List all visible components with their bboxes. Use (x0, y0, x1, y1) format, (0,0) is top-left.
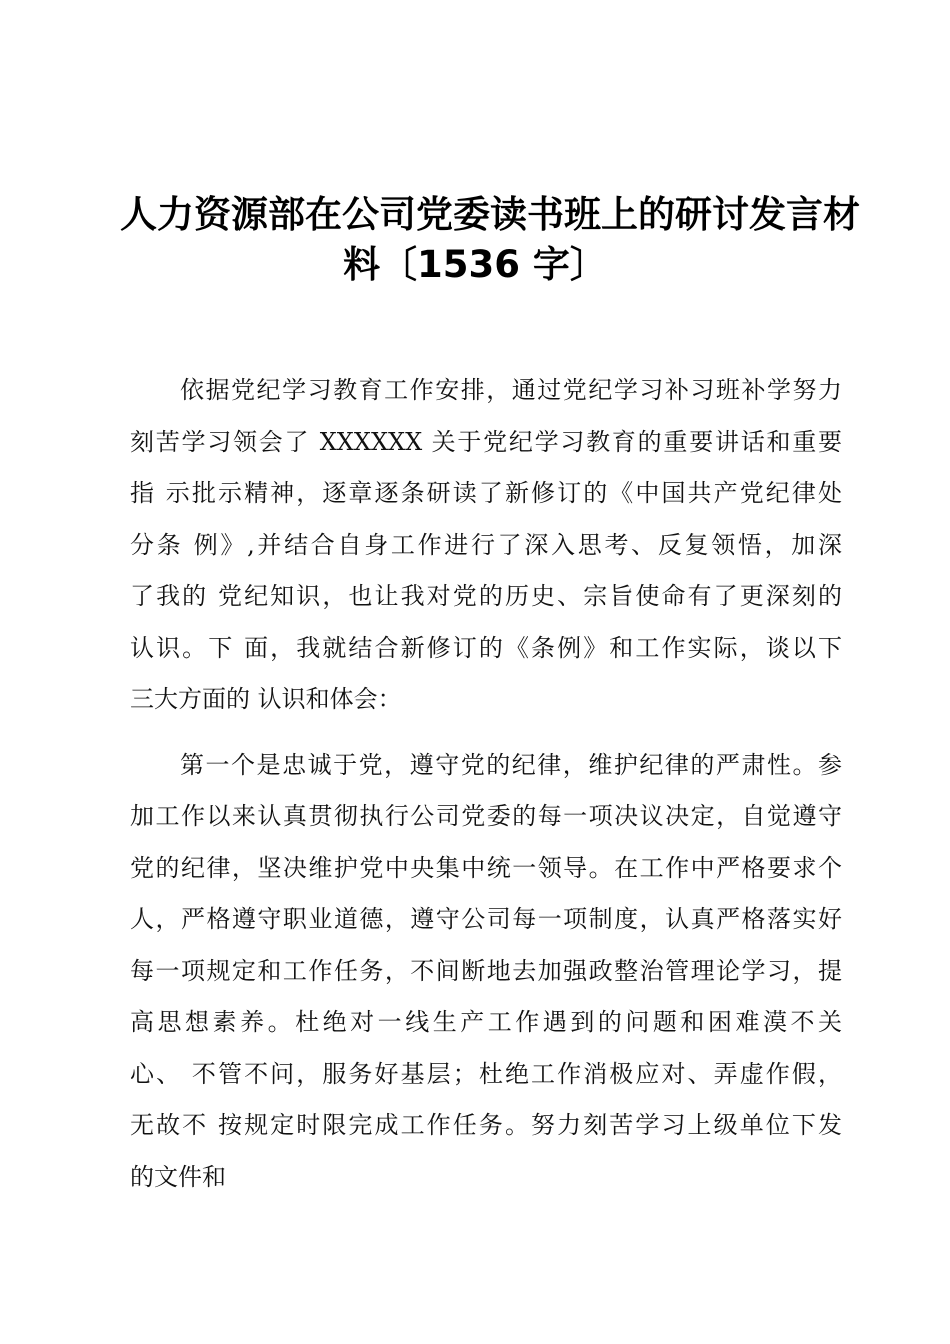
document-title (120, 190, 860, 290)
text-line: 了我的 党纪知识，也让我对党的历史、宗旨使命有了更深刻的 (130, 582, 842, 610)
paragraph (130, 365, 842, 726)
text-line: 党的纪律，坚决维护党中央集中统一领导。在工作中严格要求个 (130, 853, 842, 882)
text-line: 人，严格遵守职业道德，遵守公司每一项制度，认真严格落实好 (130, 905, 842, 933)
text-line: 三大方面的 认识和体会： (130, 685, 402, 713)
text-line: 刻苦学习领会了 XXXXXX 关于党纪学习教育的重要讲话和重要 (130, 427, 842, 456)
text-line: 心、 不管不问，服务好基层；杜绝工作消极应对、弄虚作假， (130, 1059, 842, 1088)
text-line: 依据党纪学习教育工作安排，通过党纪学习补习班补学努力 (180, 376, 842, 404)
document-body (130, 365, 842, 1203)
text-line: 分条 例》,并结合自身工作进行了深入思考、反复领悟，加深 (130, 530, 842, 559)
text-line: 高思想素养。杜绝对一线生产工作遇到的问题和困难漠不关 (130, 1008, 842, 1036)
text-line: 加工作以来认真贯彻执行公司党委的每一项决议决定，自觉遵守 (130, 802, 842, 830)
text-line: 无故不 按规定时限完成工作任务。努力刻苦学习上级单位下发 (130, 1111, 842, 1139)
text-line: 第一个是忠诚于党，遵守党的纪律，维护纪律的严肃性。参 (180, 750, 842, 779)
text-line: 认识。下 面，我就结合新修订的《条例》和工作实际，谈以下 (130, 633, 842, 662)
text-line: 的文件和 (130, 1162, 226, 1191)
text-line: 指 示批示精神，逐章逐条研读了新修订的《中国共产党纪律处 (130, 479, 842, 507)
title-line: 料〔1536 字〕 (343, 243, 607, 286)
title-line: 人力资源部在公司党委读书班上的研讨发言材 (120, 193, 860, 236)
text-line: 每一项规定和工作任务，不间断地去加强政整治管理论学习，提 (130, 956, 842, 985)
paragraph (130, 740, 842, 1204)
